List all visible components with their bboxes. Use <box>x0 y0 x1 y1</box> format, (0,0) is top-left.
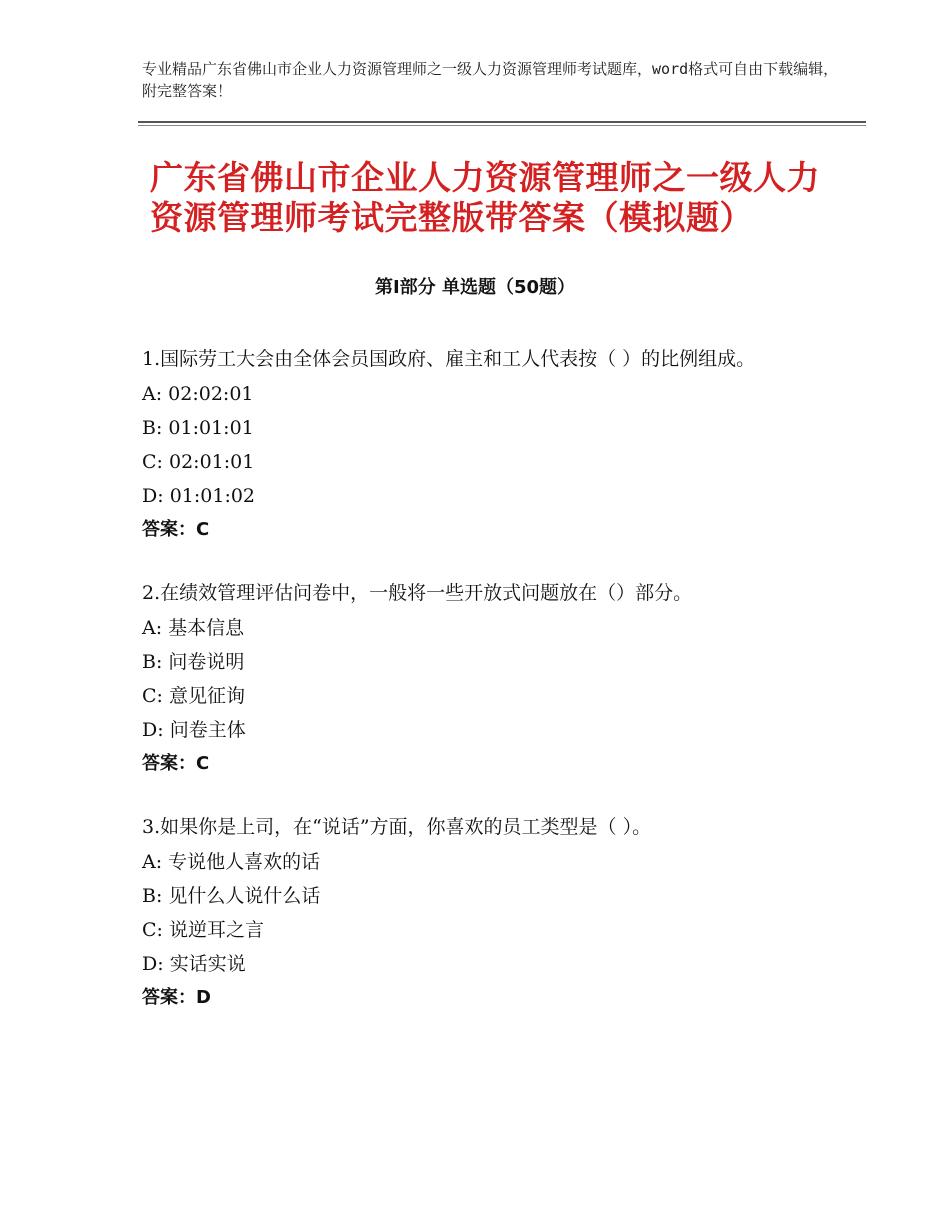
option-c <box>142 679 822 713</box>
option-text: 专说他人喜欢的话 <box>168 851 321 873</box>
option-d <box>142 479 822 513</box>
option-c <box>142 445 822 479</box>
question-stem: 1.国际劳工大会由全体会员国政府、雇主和工人代表按（ ）的比例组成。 <box>142 348 756 370</box>
answer: 答案：C <box>142 519 210 540</box>
option-label: B: <box>142 417 163 439</box>
option-text: 01:01:01 <box>168 417 254 439</box>
answer: 答案：D <box>142 987 211 1008</box>
option-text: 问卷说明 <box>168 651 245 673</box>
option-text: 基本信息 <box>168 617 245 639</box>
option-label: C: <box>142 919 163 941</box>
question-stem: 3.如果你是上司，在“说话”方面，你喜欢的员工类型是（ ）。 <box>142 816 652 838</box>
option-a <box>142 611 822 645</box>
option-a <box>142 845 822 879</box>
option-a <box>142 377 822 411</box>
option-text: 说逆耳之言 <box>169 919 265 941</box>
header-note: 专业精品广东省佛山市企业人力资源管理师之一级人力资源管理师考试题库，word格式可自由下载编辑，附完整答案！ <box>142 60 839 100</box>
option-text: 意见征询 <box>169 685 246 707</box>
option-label: C: <box>142 451 163 473</box>
option-label: D: <box>142 485 164 507</box>
option-label: B: <box>142 885 163 907</box>
option-label: D: <box>142 719 164 741</box>
option-label: A: <box>142 851 163 873</box>
section-title: 第Ⅰ部分 单选题（50题） <box>374 277 575 298</box>
option-c <box>142 913 822 947</box>
option-b <box>142 645 822 679</box>
option-b <box>142 411 822 445</box>
option-text: 02:01:01 <box>169 451 255 473</box>
option-label: A: <box>142 383 163 405</box>
option-label: C: <box>142 685 163 707</box>
answer: 答案：C <box>142 753 210 774</box>
option-text: 02:02:01 <box>168 383 254 405</box>
question-1 <box>142 343 822 547</box>
document-title: 广东省佛山市企业人力资源管理师之一级人力资源管理师考试完整版带答案（模拟题） <box>150 158 820 237</box>
option-label: D: <box>142 953 164 975</box>
option-d <box>142 947 822 981</box>
option-text: 01:01:02 <box>169 485 256 507</box>
question-3 <box>142 811 822 1015</box>
option-b <box>142 879 822 913</box>
option-text: 实话实说 <box>169 953 246 975</box>
header-divider-thick <box>138 121 866 123</box>
option-label: B: <box>142 651 163 673</box>
header-divider-thin <box>138 125 866 126</box>
option-d <box>142 713 822 747</box>
option-text: 问卷主体 <box>169 719 246 741</box>
option-label: A: <box>142 617 163 639</box>
question-stem: 2.在绩效管理评估问卷中，一般将一些开放式问题放在（）部分。 <box>142 582 693 604</box>
option-text: 见什么人说什么话 <box>168 885 321 907</box>
question-list <box>142 343 822 1045</box>
question-2 <box>142 577 822 781</box>
